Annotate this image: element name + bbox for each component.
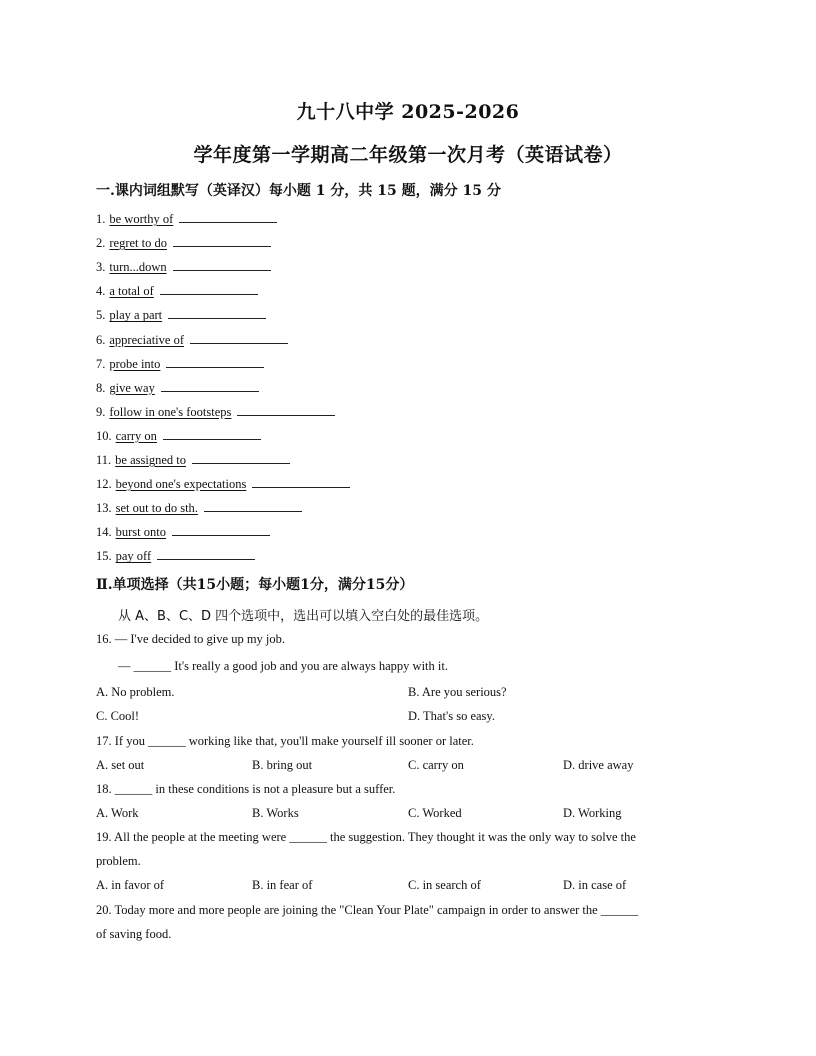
q19-option-a: A. in favor of xyxy=(96,878,165,892)
answer-blank[interactable] xyxy=(166,355,264,368)
phrase-item xyxy=(96,210,277,227)
phrase-text: be worthy of xyxy=(109,212,174,226)
answer-blank[interactable] xyxy=(179,210,277,223)
phrase-text: follow in one's footsteps xyxy=(109,404,232,419)
q19-option-b: B. in fear of xyxy=(252,878,313,892)
answer-blank[interactable] xyxy=(172,523,270,536)
phrase-number: 7. xyxy=(96,356,106,371)
section2-heading: Ⅱ.单项选择（共15小题；每小题1分，满分15分） xyxy=(96,577,414,593)
q17-stem: 17. If you ______ working like that, you'll make yourself ill sooner or later. xyxy=(96,734,474,748)
phrase-text: regret to do xyxy=(109,236,167,251)
phrase-text: set out to do sth. xyxy=(115,501,198,516)
phrase-text: appreciative of xyxy=(109,332,184,347)
q18-option-b: B. Works xyxy=(252,806,299,820)
phrase-number: 13. xyxy=(96,501,112,516)
phrase-text: carry on xyxy=(115,428,157,443)
phrase-item xyxy=(96,258,271,275)
answer-blank[interactable] xyxy=(173,258,271,271)
phrase-item xyxy=(96,475,350,492)
q16-option-a: A. No problem. xyxy=(96,685,175,699)
q20-line1: 20. Today more and more people are joining the "Clean Your Plate" campaign in order to answer the ______ xyxy=(96,903,639,917)
phrase-text: probe into xyxy=(109,356,161,371)
phrase-text: burst onto xyxy=(115,525,166,540)
section1-heading: 一.课内词组默写（英译汉）每小题 1 分，共 15 题，满分 15 分 xyxy=(96,183,501,199)
answer-blank[interactable] xyxy=(204,499,302,512)
answer-blank[interactable] xyxy=(252,475,350,488)
q18-option-d: D. Working xyxy=(563,806,622,820)
phrase-item xyxy=(96,403,335,420)
phrase-item xyxy=(96,499,302,516)
phrase-item xyxy=(96,355,264,372)
phrase-number: 11. xyxy=(96,453,112,467)
q18-option-a: A. Work xyxy=(96,806,139,820)
q19-line2: problem. xyxy=(96,854,141,868)
answer-blank[interactable] xyxy=(173,234,271,247)
phrase-number: 9. xyxy=(96,404,106,419)
phrase-item xyxy=(96,547,255,564)
answer-blank[interactable] xyxy=(237,403,335,416)
answer-blank[interactable] xyxy=(192,451,290,464)
q17-option-b: B. bring out xyxy=(252,758,313,772)
q16-line1: 16. — I've decided to give up my job. xyxy=(96,632,286,646)
q19-option-d: D. in case of xyxy=(563,878,627,892)
q17-option-d: D. drive away xyxy=(563,758,634,772)
phrase-number: 8. xyxy=(96,380,106,395)
phrase-item xyxy=(96,451,290,468)
q20-line2: of saving food. xyxy=(96,927,172,941)
answer-blank[interactable] xyxy=(157,547,255,560)
phrase-item xyxy=(96,427,261,444)
section2-instruction: 从 A、B、C、D 四个选项中，选出可以填入空白处的最佳选项。 xyxy=(118,609,489,624)
q19-option-c: C. in search of xyxy=(408,878,481,892)
phrase-number: 15. xyxy=(96,549,112,564)
phrase-item xyxy=(96,379,259,396)
q18-stem: 18. ______ in these conditions is not a pleasure but a suffer. xyxy=(96,782,396,796)
phrase-number: 12. xyxy=(96,477,112,492)
phrase-item xyxy=(96,234,271,251)
phrase-number: 1. xyxy=(96,212,106,226)
phrase-number: 5. xyxy=(96,308,106,323)
q17-option-c: C. carry on xyxy=(408,758,464,772)
q17-option-a: A. set out xyxy=(96,758,145,772)
phrase-text: beyond one's expectations xyxy=(115,477,247,492)
exam-title-line2: 学年度第一学期高二年级第一次月考（英语试卷） xyxy=(193,144,623,166)
q16-option-c: C. Cool! xyxy=(96,709,140,723)
q16-line2: — ______ It's really a good job and you are always happy with it. xyxy=(118,659,448,673)
answer-blank[interactable] xyxy=(163,427,261,440)
answer-blank[interactable] xyxy=(160,282,258,295)
phrase-item xyxy=(96,306,266,323)
phrase-item xyxy=(96,282,258,299)
phrase-text: give way xyxy=(109,380,155,395)
q16-option-d: D. That's so easy. xyxy=(408,709,495,723)
phrase-number: 14. xyxy=(96,525,112,540)
answer-blank[interactable] xyxy=(168,306,266,319)
q16-option-b: B. Are you serious? xyxy=(408,685,507,699)
exam-title-line1: 九十八中学 2025-2026 xyxy=(296,101,520,123)
phrase-number: 6. xyxy=(96,332,106,347)
answer-blank[interactable] xyxy=(190,331,288,344)
answer-blank[interactable] xyxy=(161,379,259,392)
phrase-text: be assigned to xyxy=(115,453,186,467)
phrase-item xyxy=(96,523,270,540)
phrase-text: turn...down xyxy=(109,260,167,275)
phrase-number: 10. xyxy=(96,428,112,443)
q19-line1: 19. All the people at the meeting were ______ the suggestion. They thought it was the only way to solve the xyxy=(96,830,636,844)
phrase-text: pay off xyxy=(115,549,152,564)
phrase-text: play a part xyxy=(109,308,163,323)
phrase-item xyxy=(96,331,288,348)
phrase-text: a total of xyxy=(109,284,154,299)
q18-option-c: C. Worked xyxy=(408,806,462,820)
phrase-number: 2. xyxy=(96,236,106,251)
phrase-number: 3. xyxy=(96,260,106,275)
phrase-number: 4. xyxy=(96,284,106,299)
